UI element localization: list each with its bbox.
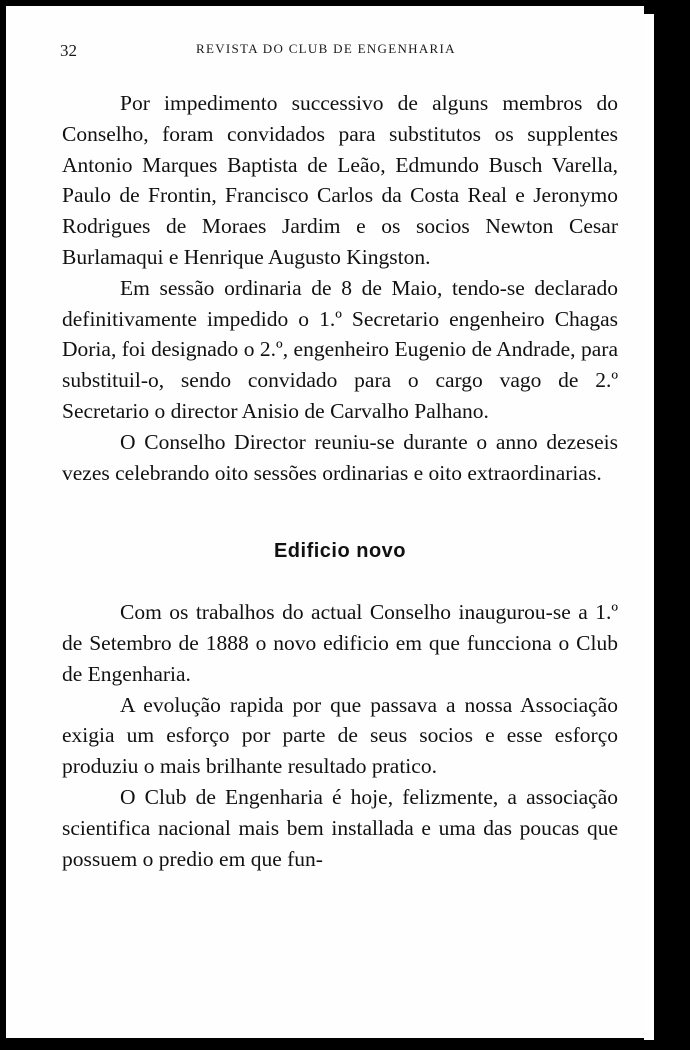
paragraph-secretary: Em sessão ordinaria de 8 de Maio, tendo-se declarado definitivamente impedido o 1.º Secretario engenheiro Chagas Doria, foi designado o 2.º, engenheiro Eugenio de Andrade, para substituil-o, sendo convidado para o cargo vago de 2.º Secretario o director Anisio de Carvalho Palhano.	[62, 275, 618, 423]
page-header	[60, 36, 626, 60]
book-page	[6, 6, 644, 1038]
page-body	[62, 88, 618, 874]
paragraph-inauguration: Com os trabalhos do actual Conselho inaugurou-se a 1.º de Setembro de 1888 o novo edificio em que funcciona o Club de Engenharia.	[62, 600, 618, 686]
paragraph-substitutes: Por impedimento successivo de alguns membros do Conselho, foram convidados para substitutos os supplentes Antonio Marques Baptista de Leão, Edmundo Busch Varella, Paulo de Frontin, Francisco Carlos da Costa Real e Jeronymo Rodrigues de Moraes Jardim e os socios Newton Cesar Burlamaqui e Henrique Augusto Kingston.	[62, 91, 618, 269]
page-edge-strip	[644, 14, 654, 1040]
running-title: REVISTA DO CLUB DE ENGENHARIA	[196, 41, 456, 56]
paragraph-installation: O Club de Engenharia é hoje, felizmente, a associação scientifica nacional mais bem installada e uma das poucas que possuem o predio em que fun-	[62, 784, 618, 871]
paragraph-evolution: A evolução rapida por que passava a nossa Associação exigia um esforço por parte de seus socios e esse esforço produziu o mais brilhante resultado pratico.	[62, 692, 618, 779]
page-number: 32	[60, 41, 77, 60]
paragraph-sessions: O Conselho Director reuniu-se durante o anno dezeseis vezes celebrando oito sessões ordinarias e oito extraordinarias.	[62, 429, 618, 485]
section-heading: Edificio novo	[273, 540, 407, 563]
